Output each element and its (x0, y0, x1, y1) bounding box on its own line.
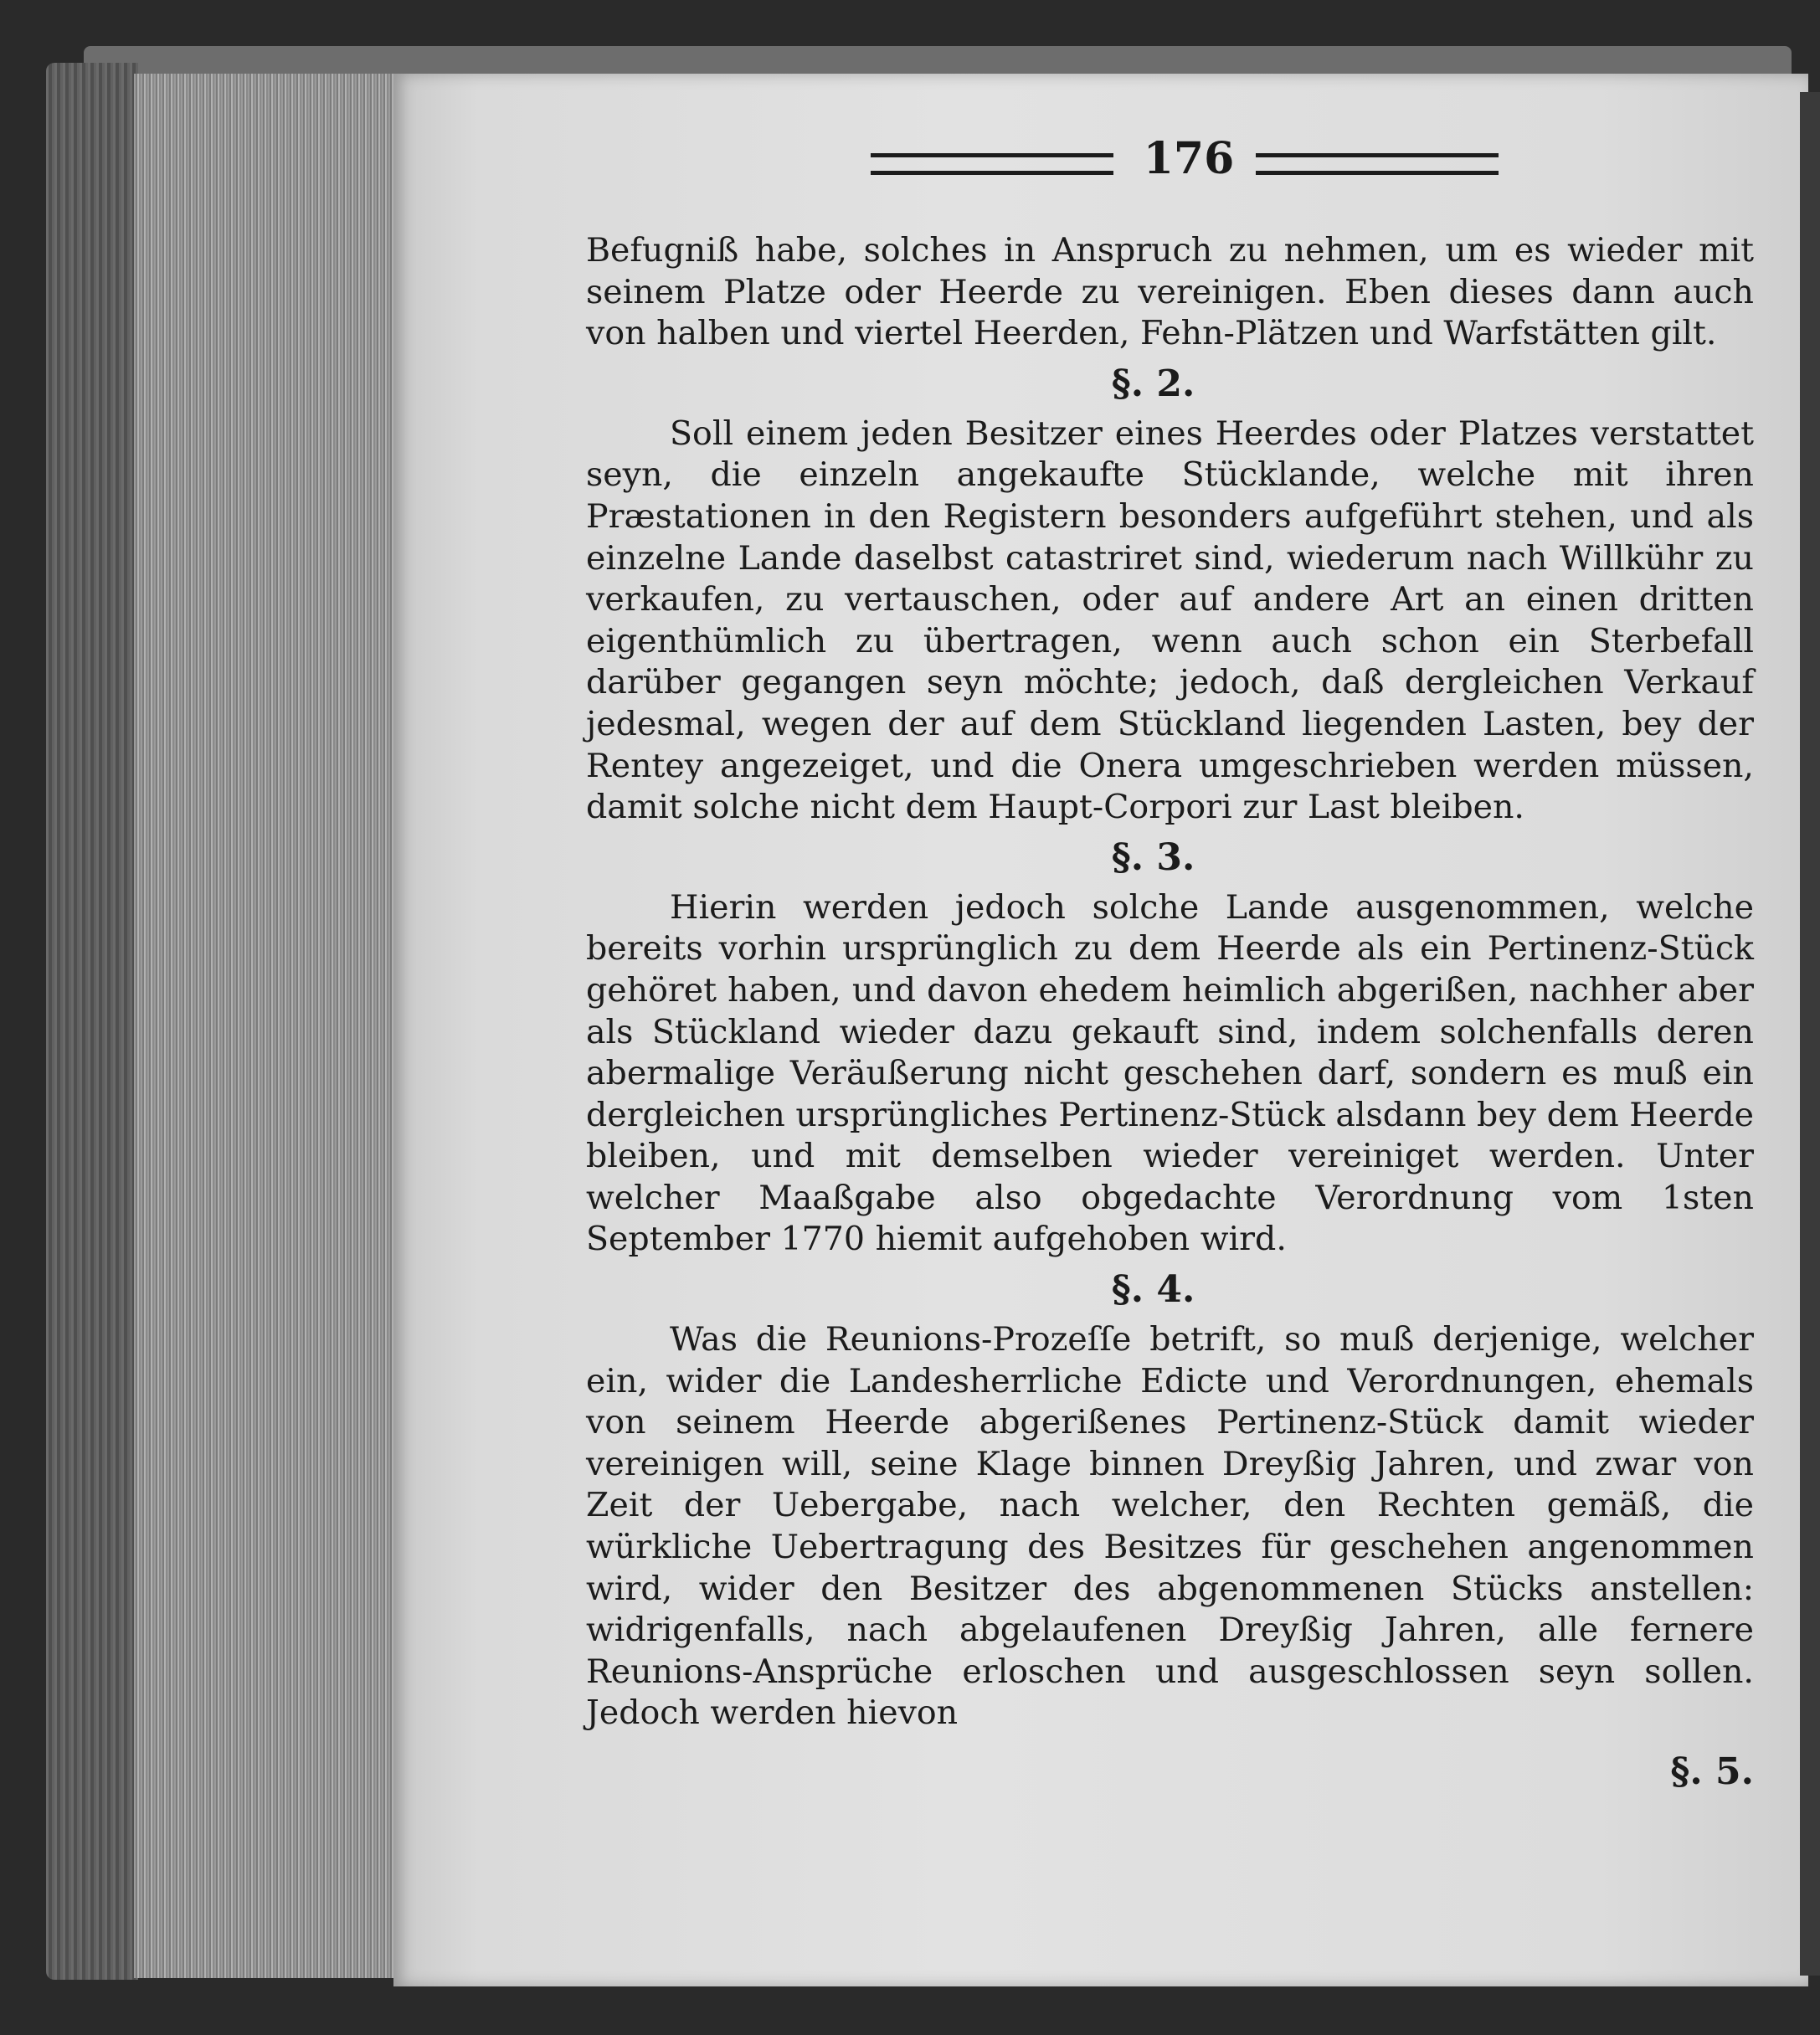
page-right-edge (1800, 92, 1820, 1976)
book-cover-spine (46, 63, 138, 1980)
section-heading-4: §. 4. (1111, 1268, 1195, 1312)
header-rule-right (1256, 153, 1499, 175)
catchword-section-5: §. 5. (1670, 1750, 1754, 1793)
paragraph-continued: Befugniß habe, solches in Anspruch zu nehmen, um es wieder mit seinem Platze oder Heerde zu vereinigen. Eben dieses dann auch von halben und viertel Heerden, Fehn-Plätzen und Warfstätten gilt. (586, 231, 1754, 353)
page-body (586, 230, 1754, 1793)
paragraph-section-4: Was die Reunions-Prozeſſe betrift, so muß derjenige, welcher ein, wider die Landesherrliche Edicte und Verordnungen, ehemals von seinem Heerde abgerißenes Pertinenz-Stück damit wieder vereinigen will, seine Klage binnen Dreyßig Jahren, und zwar von Zeit der Uebergabe, nach welcher, den Rechten gemäß, die würkliche Uebertragung des Besitzes für geschehen angenommen wird, wider den Besitzer des abgenommenen Stücks anstellen: widrigenfalls, nach abgelaufenen Dreyßig Jahren, alle fernere Reunions-Ansprüche erloschen und ausgeschlossen seyn sollen. Jedoch werden hievon (586, 1320, 1754, 1733)
paragraph-section-3: Hierin werden jedoch solche Lande ausgenommen, welche bereits vorhin ursprünglich zu dem Heerde als ein Pertinenz-Stück gehöret haben, und davon ehedem heimlich abgerißen, nachher aber als Stückland wieder dazu gekauft sind, indem solchenfalls deren abermalige Veräußerung nicht geschehen darf, sondern es muß ein dergleichen ursprüngliches Pertinenz-Stück alsdann bey dem Heerde bleiben, und mit demselben wieder vereiniget werden. Unter welcher Maaßgabe also obgedachte Verordnung vom 1sten September 1770 hiemit aufgehoben wird. (586, 887, 1754, 1259)
section-heading-3: §. 3. (1111, 835, 1195, 879)
page-header (871, 133, 1499, 184)
page-edges (134, 74, 402, 1978)
page-number: 176 (1143, 133, 1235, 184)
section-heading-2: §. 2. (1111, 362, 1195, 405)
header-rule-left (871, 153, 1113, 175)
paragraph-section-2: Soll einem jeden Besitzer eines Heerdes oder Platzes verstattet seyn, die einzeln angekaufte Stücklande, welche mit ihren Præstationen in den Registern besonders aufgeführt stehen, und als einzelne Lande daselbst catastriret sind, wiederum nach Willkühr zu verkaufen, zu vertauschen, oder auf andere Art an einen dritten eigenthümlich zu übertragen, wenn auch schon ein Sterbefall darüber gegangen seyn möchte; jedoch, daß dergleichen Verkauf jedesmal, wegen der auf dem Stückland liegenden Lasten, bey der Rentey angezeiget, und die Onera umgeschrieben werden müssen, damit solche nicht dem Haupt-Corpori zur Last bleiben. (586, 414, 1754, 827)
